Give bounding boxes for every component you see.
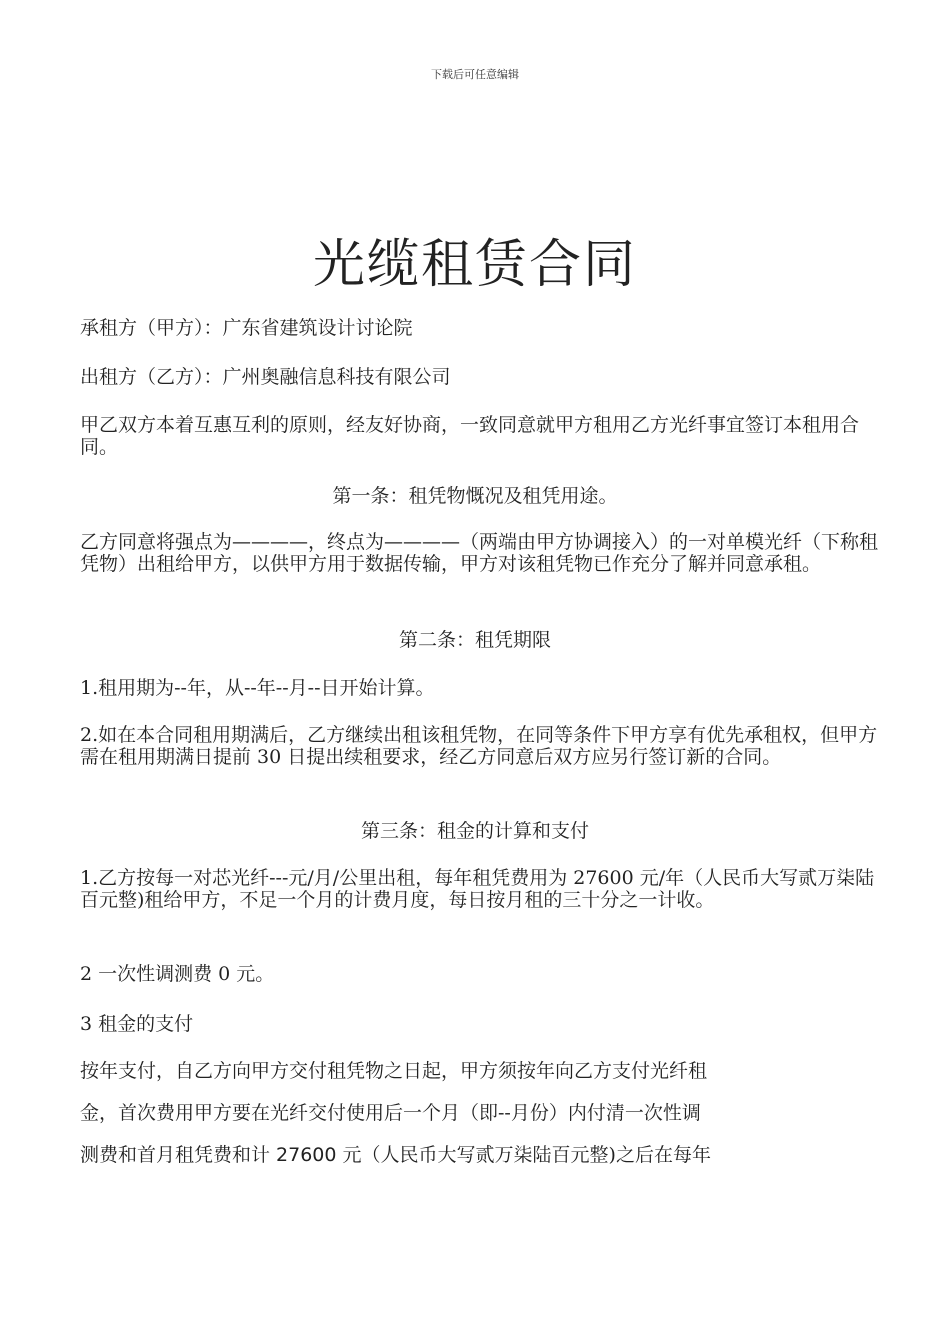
article3-item2: 2 一次性调测费 0 元。 bbox=[80, 963, 275, 985]
payment-line: 金，首次费用甲方要在光纤交付使用后一个月（即--月份）内付清一次性调 bbox=[80, 1102, 701, 1124]
payment-text: 元（人民币大写贰万柒陆百元整)之后在每年 bbox=[336, 1144, 711, 1166]
party-a: 承租方（甲方）：广东省建筑设计讨论院 bbox=[80, 317, 413, 339]
article1-heading: 第一条：租凭物慨况及租凭用途。 bbox=[332, 485, 618, 507]
article3-item3: 3 租金的支付 bbox=[80, 1013, 194, 1035]
payment-line bbox=[80, 1134, 882, 1176]
article3-item1: 1.乙方按每一对芯光纤---元/月/公里出租，每年租凭费用为 27600 元/年（人民币大写贰万柒陆百元整)租给甲方，不足一个月的计费月度，每日按月租的三十分之一计收。 bbox=[80, 867, 875, 911]
payment-text: 测费和首月租凭费和计 bbox=[80, 1144, 277, 1166]
article2-item2: 2.如在本合同租用期满后，乙方继续出租该租凭物，在同等条件下甲方享有优先承租权，但甲方需在租用期满日提前 30 日提出续租要求，经乙方同意后双方应另行签订新的合同。 bbox=[80, 724, 878, 768]
party-b: 出租方（乙方）：广州奥融信息科技有限公司 bbox=[80, 366, 451, 388]
intro-paragraph: 甲乙双方本着互惠互利的原则，经友好协商，一致同意就甲方租用乙方光纤事宜签订本租用合同。 bbox=[80, 414, 860, 458]
article2-item1: 1.租用期为--年，从--年--月--日开始计算。 bbox=[80, 677, 435, 699]
payment-line: 按年支付，自乙方向甲方交付租凭物之日起，甲方须按年向乙方支付光纤租 bbox=[80, 1060, 708, 1082]
payment-amount: 27600 bbox=[276, 1144, 337, 1166]
document-title: 光缆租赁合同 bbox=[312, 235, 637, 295]
article2-heading: 第二条：租凭期限 bbox=[398, 629, 551, 651]
article3-heading: 第三条：租金的计算和支付 bbox=[360, 820, 589, 842]
header-note: 下载后可任意编辑 bbox=[431, 68, 519, 81]
article1-body: 乙方同意将强点为————，终点为————（两端由甲方协调接入）的一对单模光纤（下称租凭物）出租给甲方，以供甲方用于数据传输，甲方对该租凭物已作充分了解并同意承租。 bbox=[80, 531, 879, 575]
payment-paragraph bbox=[80, 1050, 882, 1176]
